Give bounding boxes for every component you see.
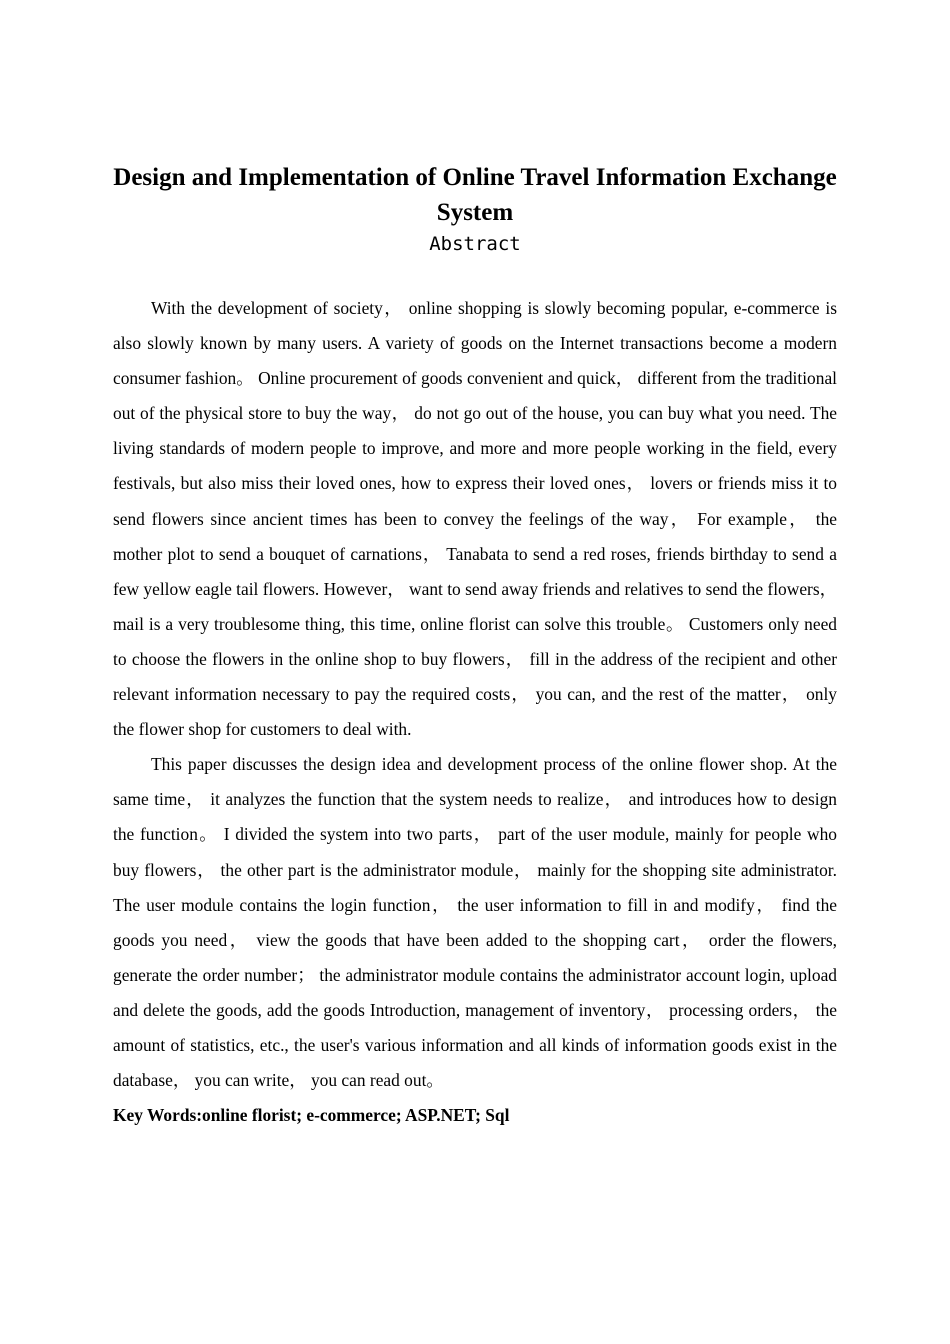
keywords-line: Key Words:online florist; e-commerce; ASP.NET; Sql [113,1105,510,1126]
abstract-heading: Abstract [429,233,521,255]
abstract-body [113,291,837,1133]
abstract-paragraph-2: This paper discusses the design idea and development process of the online flower shop. At the same time， it analyzes the function that the system needs to realize， and introduces how to design the function。 I divided the system into two parts， part of the user module, mainly for people who buy flowers， the other part is the administrator module， mainly for the shopping site administrator. The user module contains the login function， the user information to fill in and modify， find the goods you need， view the goods that have been added to the shopping cart， order the flowers, generate the order number； the administrator module contains the administrator account login, upload and delete the goods, add the goods Introduction, management of inventory， processing orders， the amount of statistics, etc., the user's various information and all kinds of information goods exist in the database， you can write， you can read out。 [113,754,837,1091]
paper-title: Design and Implementation of Online Travel Information Exchange System [113,164,837,226]
abstract-paragraph-1: With the development of society， online shopping is slowly becoming popular, e-commerce is also slowly known by many users. A variety of goods on the Internet transactions become a modern consumer fashion。 Online procurement of goods convenient and quick， different from the traditional out of the physical store to buy the way， do not go out of the house, you can buy what you need. The living standards of modern people to improve, and more and more people working in the field, every festivals, but also miss their loved ones, how to express their loved ones， lovers or friends miss it to send flowers since ancient times has been to convey the feelings of the way， For example， the mother plot to send a bouquet of carnations， Tanabata to send a red roses, friends birthday to send a few yellow eagle tail flowers. However， want to send away friends and relatives to send the flowers， mail is a very troublesome thing, this time, online florist can solve this trouble。 Customers only need to choose the flowers in the online shop to buy flowers， fill in the address of the recipient and other relevant information necessary to pay the required costs， you can, and the rest of the matter， only the flower shop for customers to deal with. [113,298,837,740]
